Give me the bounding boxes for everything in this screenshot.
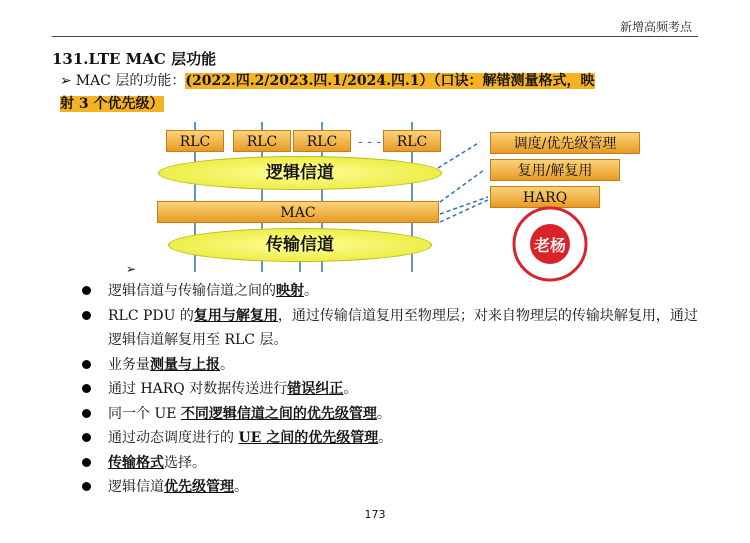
intro-paragraph [60, 70, 700, 116]
mac-diagram [150, 122, 660, 282]
function-box-scheduling: 调度/优先级管理 [490, 132, 640, 154]
intro-highlight: (2022.四.2/2023.四.1/2024.四.1）（口诀：解错测量格式，映 [185, 73, 595, 89]
item-emphasis: 映射 [276, 283, 304, 299]
item-emphasis: 不同逻辑信道之间的优先级管理 [180, 405, 377, 422]
item-emphasis: 错误纠正 [287, 381, 344, 397]
item-emphasis: UE 之间的优先级管理 [238, 430, 379, 446]
item-text: 通过动态调度进行的 [108, 430, 239, 446]
item-text: 。 [378, 430, 393, 446]
item-text: 逻辑信道与传输信道之间的 [108, 283, 276, 299]
item-text: 逻辑信道 [108, 479, 164, 495]
rlc-box: RLC [166, 130, 224, 152]
mac-box: MAC [157, 201, 439, 223]
bullet-dot-icon [82, 458, 91, 467]
item-emphasis: 传输格式 [108, 454, 164, 471]
running-header: 新增高频考点 [619, 20, 692, 34]
transport-channel-ellipse: 传输信道 [168, 228, 432, 262]
arrow-bullet-icon: ➢ [60, 73, 72, 89]
rlc-dashes: - - - [358, 134, 382, 150]
stamp-text: 老杨 [533, 236, 567, 255]
list-item [82, 304, 702, 353]
header-rule [52, 36, 698, 37]
rlc-box: RLC [293, 130, 351, 152]
item-text: ，通过传输信道复用至物理层；对来自物理层的传输块解复用，通过逻辑信道解复用至 RLC 层。 [108, 307, 698, 348]
list-item [82, 426, 702, 451]
page-number: 173 [364, 508, 386, 521]
list-item [82, 353, 702, 378]
item-text: 。 [343, 381, 358, 397]
item-text: 。 [376, 405, 391, 422]
item-text: 同一个 UE [108, 405, 181, 422]
bullet-dot-icon [82, 384, 91, 393]
function-box-multiplexing: 复用/解复用 [490, 159, 620, 181]
item-text: 。 [304, 283, 318, 299]
bullet-dot-icon [82, 286, 91, 295]
logical-channel-ellipse: 逻辑信道 [158, 156, 442, 190]
function-box-harq: HARQ [490, 186, 600, 208]
list-item [82, 377, 702, 402]
intro-label: MAC 层的功能： [75, 73, 186, 89]
item-emphasis: 测量与上报 [150, 356, 220, 373]
stamp-seal [510, 204, 590, 284]
intro-highlight-cont: 射 3 个优先级） [60, 96, 164, 112]
item-emphasis: 优先级管理 [164, 479, 234, 495]
rlc-box: RLC [233, 130, 291, 152]
list-item [82, 402, 702, 427]
function-list [82, 279, 702, 500]
bullet-dot-icon [82, 311, 91, 320]
bullet-dot-icon [82, 360, 91, 369]
bullet-dot-icon [82, 482, 91, 491]
item-emphasis: 复用与解复用 [193, 307, 278, 324]
section-title: 131.LTE MAC 层功能 [52, 50, 217, 68]
stray-arrow-icon: ➢ [126, 262, 137, 276]
item-text: 。 [220, 356, 234, 373]
list-item [82, 451, 702, 476]
list-item [82, 279, 702, 304]
bullet-dot-icon [82, 433, 91, 442]
item-text: 业务量 [108, 356, 150, 373]
list-item [82, 475, 702, 500]
item-text: 通过 HARQ 对数据传送进行 [108, 381, 288, 397]
bullet-dot-icon [82, 409, 91, 418]
item-text: 选择。 [164, 454, 206, 471]
rlc-box: RLC [383, 130, 441, 152]
item-text: RLC PDU 的 [108, 307, 194, 324]
item-text: 。 [234, 479, 248, 495]
